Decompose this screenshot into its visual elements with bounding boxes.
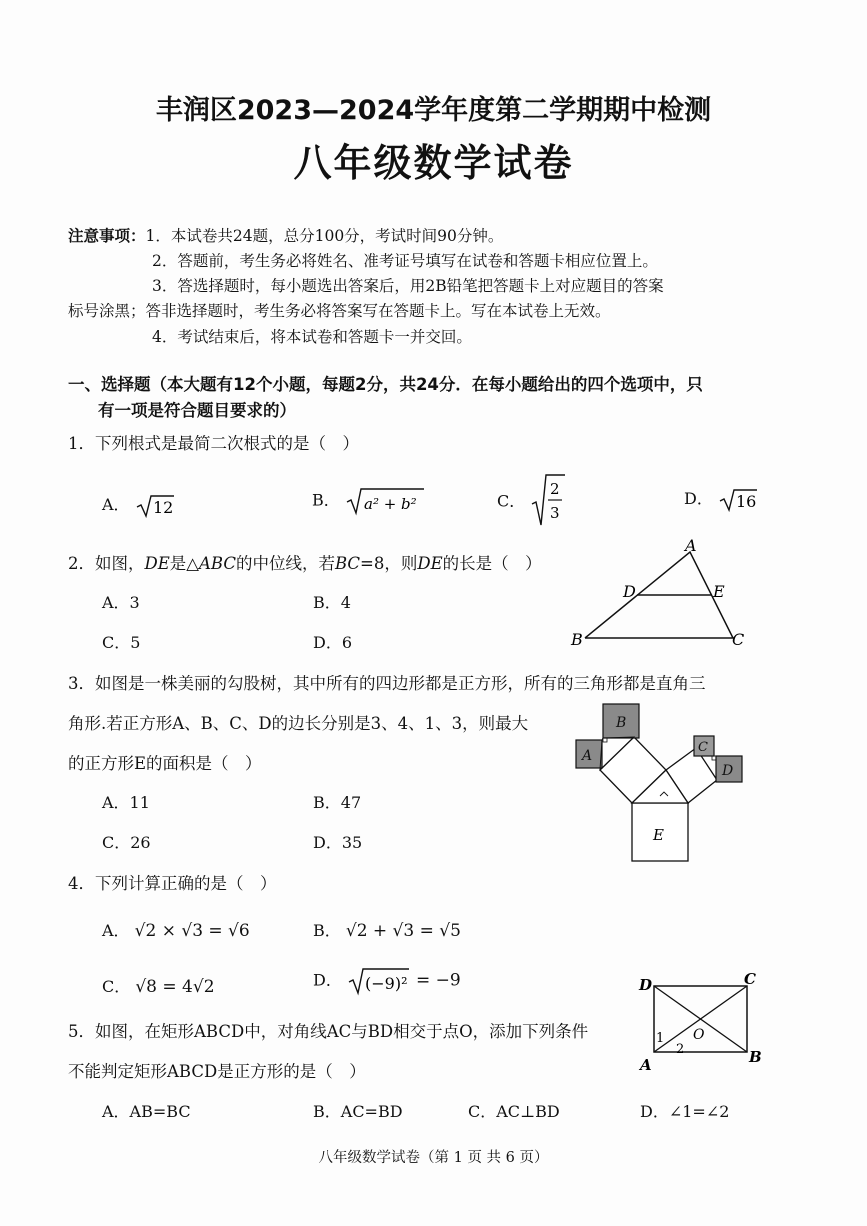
q3-option-d: D．35 [313,833,363,852]
section-heading-line2: 有一项是符合题目要求的） [98,401,296,420]
note-item: 3．答选择题时，每小题选出答案后，用2B铅笔把答题卡上对应题目的答案 [152,277,664,295]
option-label: D． [313,970,342,990]
note-item: 2．答题前，考生务必将姓名、准考证号填写在试卷和答题卡相应位置上。 [152,252,658,270]
q1-option-a [102,492,175,519]
q5-rectangle-figure [632,970,772,1075]
option-label: B． [313,921,341,940]
q1-option-c [497,472,566,528]
option-label: D． [684,489,713,508]
q3-option-b: B．47 [313,793,362,812]
q3-option-a: A．11 [102,793,150,812]
q2-option-c: C．5 [102,633,141,652]
radicand: a² + b² [363,495,417,513]
note-item: 4．考试结束后，将本试卷和答题卡一并交回。 [152,328,472,346]
q3-line3: 的正方形E的面积是（ ） [68,754,262,773]
q3-option-c: C．26 [102,833,151,852]
sqrt-symbol [718,487,758,513]
q4-rhs-d: = −9 [416,970,461,991]
label-c: C [698,740,708,755]
sqrt-symbol [347,966,411,996]
q5-option-a: A．AB=BC [102,1102,191,1121]
label-b: B [571,630,583,649]
option-label: C． [102,977,131,996]
q5-option-c: C．AC⊥BD [468,1102,560,1121]
q1-option-b [312,486,425,516]
option-label: A． [102,921,130,940]
numerator: 2 [550,480,560,498]
section-heading-line1: 一、选择题（本大题有12个小题，每题2分，共24分．在每小题给出的四个选项中，只 [68,375,703,394]
q4-option-d [313,966,461,996]
sqrt-symbol [345,486,425,516]
label-d: D [623,582,636,601]
label-a: A [582,748,593,764]
label-o: O [693,1027,705,1043]
radicand: 16 [735,491,757,511]
q2-option-a: A．3 [102,593,140,612]
q4-expr-a: √2 × √3 = √6 [134,921,250,941]
denominator: 3 [550,504,560,522]
label-c: C [732,630,745,649]
option-label: C． [497,491,526,511]
label-b: B [616,715,627,731]
sqrt-fraction [530,472,566,528]
q4-expr-b: √2 + √3 = √5 [345,921,461,941]
label-c: C [744,970,756,988]
notes-label: 注意事项： [68,227,146,245]
label-d: D [722,763,734,779]
q5-line2: 不能判定矩形ABCD是正方形的是（ ） [68,1062,366,1081]
exam-subtitle: 八年级数学试卷 [293,141,574,185]
q2-stem: 2．如图，DE是△ABC的中位线，若BC=8，则DE的长是（ ） [68,554,542,573]
q2-triangle-figure [565,535,755,653]
q5-option-b: B．AC=BD [313,1102,403,1121]
exam-title: 丰润区2023—2024学年度第二学期期中检测 [155,95,712,126]
q4-expr-c: √8 = 4√2 [135,977,215,997]
q2-option-b: B．4 [313,593,351,612]
q4-option-a [102,918,250,941]
label-a: A [640,1056,652,1074]
note-item: 标号涂黑；答非选择题时，考生务必将答案写在答题卡上。写在本试卷上无效。 [68,302,611,320]
label-d: D [639,976,653,994]
angle-1-label: 1 [656,1031,665,1046]
radicand: (−9)² [364,974,408,993]
q3-pythagoras-tree-figure [570,700,755,865]
radicand: 12 [152,497,174,517]
q5-line1: 5．如图，在矩形ABCD中，对角线AC与BD相交于点O，添加下列条件 [68,1022,589,1041]
q3-line2: 角形.若正方形A、B、C、D的边长分别是3、4、1、3，则最大 [68,714,529,733]
q4-option-c [102,974,215,997]
option-label: B． [312,490,340,510]
notes-line-1 [68,224,503,246]
label-e: E [713,582,725,601]
q3-line1: 3．如图是一株美丽的勾股树，其中所有的四边形都是正方形，所有的三角形都是直角三 [68,674,706,693]
note-item: 1．本试卷共24题，总分100分，考试时间90分钟。 [145,227,504,245]
label-a: A [685,536,697,555]
q4-stem: 4．下列计算正确的是（ ） [68,874,277,893]
sqrt-symbol [135,493,175,519]
label-e: E [653,826,664,844]
label-b: B [749,1048,762,1066]
angle-2-label: 2 [676,1042,685,1057]
q1-stem: 1．下列根式是最简二次根式的是（ ） [68,434,359,453]
q4-option-b [313,918,461,941]
page-footer: 八年级数学试卷（第 1 页 共 6 页） [318,1150,549,1166]
q1-option-d [684,486,758,513]
q5-option-d: D．∠1=∠2 [640,1102,730,1121]
q2-option-d: D．6 [313,633,353,652]
option-label: A． [102,495,130,514]
